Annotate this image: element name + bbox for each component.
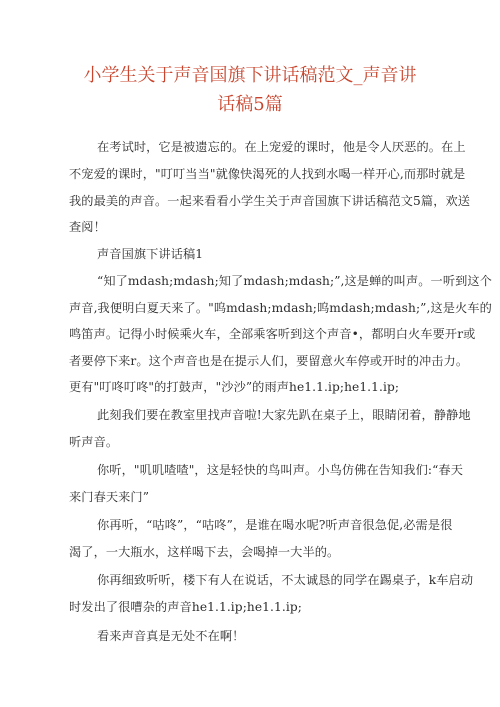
paragraph-line: 者要停下来r。这个声音也是在提示人们，要留意火车停或开时的冲击力。 xyxy=(69,354,469,368)
paragraph-line: 在考试时，它是被遗忘的。在上宠爱的课时，他是令人厌恶的。在上 xyxy=(97,140,466,154)
paragraph-line: 鸣笛声。记得小时候乘火车，全部乘客听到这个声音•，都明白火车要开r或 xyxy=(69,327,476,341)
paragraph-line: “知了mdash;mdash;知了mdash;mdash;”,这是蝉的叫声。一听到这个 xyxy=(97,274,492,288)
paragraph-line: 我的最美的声音。一起来看看小学生关于声音国旗下讲话稿范文5篇，欢送 xyxy=(69,194,471,208)
paragraph-line: 听声音。 xyxy=(69,435,119,449)
paragraph-line: 你再细致听听，楼下有人在说话，不太诚恳的同学在踢桌子，k车启动 xyxy=(97,573,474,587)
paragraph-line: 查阅！ xyxy=(69,220,106,234)
paragraph-line: 此刻我们要在教室里找声音啦!大家先趴在桌子上，眼睛闭着，静静地 xyxy=(97,408,471,422)
document-title-line-2: 话稿5篇 xyxy=(217,94,283,115)
paragraph-line: 声音,我便明白夏天来了。"呜mdash;mdash;呜mdash;mdash;”,这是火车的 xyxy=(69,301,492,315)
paragraph-line: 看来声音真是无处不在啊！ xyxy=(97,629,245,643)
paragraph-line: 更有"叮咚叮咚"的打鼓声，"沙沙”的雨声he1.1.ip;he1.1.ip; xyxy=(69,380,400,394)
paragraph-line: 不宠爱的课时，"叮叮当当"就像快渴死的人找到水喝一样开心,而那时就是 xyxy=(69,167,466,181)
paragraph-line: 时发出了很嘈杂的声音he1.1.ip;he1.1.ip; xyxy=(69,600,302,614)
section-heading: 声音国旗下讲话稿1 xyxy=(97,247,204,261)
paragraph-line: 渴了，一大瓶水，这样喝下去，会喝掉一大半的。 xyxy=(69,545,340,559)
document-title-line-1: 小学生关于声音国旗下讲话稿范文_声音讲 xyxy=(83,65,417,86)
paragraph-line: 你再听，“咕咚”，“咕咚”，是谁在喝水呢?听声音很急促,必需是很 xyxy=(97,518,453,532)
paragraph-line: 来门春天来门” xyxy=(69,490,150,504)
paragraph-line: 你听，"叽叽喳喳"，这是轻快的鸟叫声。小鸟仿佛在告知我们:“春天 xyxy=(97,463,463,477)
